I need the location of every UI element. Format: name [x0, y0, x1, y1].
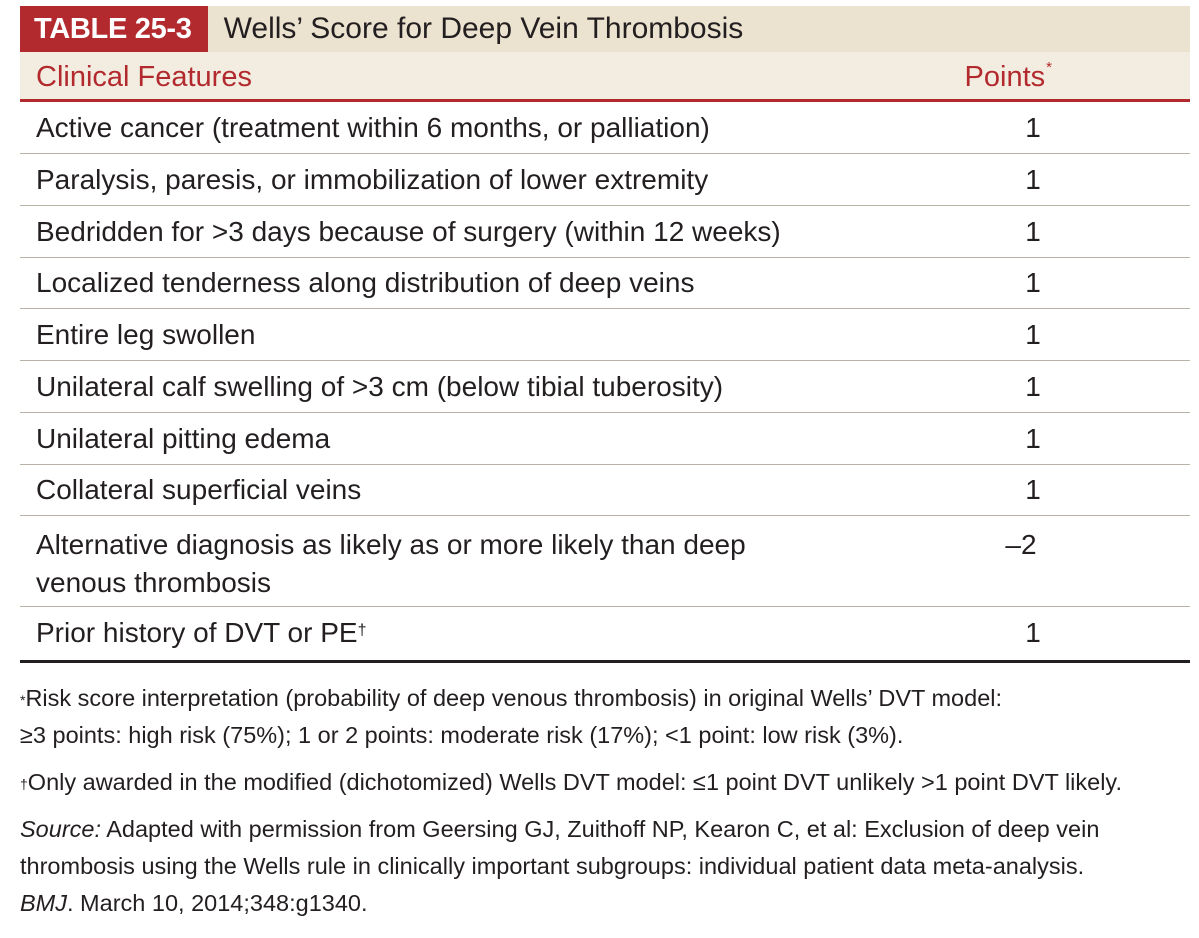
table-row [20, 309, 1190, 361]
footnote-line: Risk score interpretation (probability of deep venous thrombosis) in original Wells’ DVT model: [25, 685, 1003, 711]
source-line: thrombosis using the Wells rule in clinically important subgroups: individual patient data meta-analysis. [20, 853, 1085, 879]
row-feature [36, 526, 816, 602]
row-points: 1 [1025, 423, 1041, 454]
source-journal: BMJ [20, 890, 67, 916]
table-row [20, 413, 1190, 465]
source-citation [20, 811, 1185, 922]
footnote-line: Only awarded in the modified (dichotomized) Wells DVT model: ≤1 point DVT unlikely >1 point DVT likely. [27, 769, 1122, 795]
table-row [20, 361, 1190, 413]
row-points: 1 [1025, 371, 1041, 402]
table-row [20, 516, 1190, 607]
row-feature-line2: venous thrombosis [36, 567, 272, 598]
row-feature: Unilateral calf swelling of >3 cm (below tibial tuberosity) [36, 371, 724, 402]
row-points: 1 [1025, 617, 1041, 648]
row-feature-line1: Alternative diagnosis as likely as or more likely than deep [36, 529, 746, 560]
table-row [20, 607, 1190, 663]
row-feature: Paralysis, paresis, or immobilization of lower extremity [36, 164, 709, 195]
footnote-modified-model [20, 764, 1185, 801]
table-row [20, 258, 1190, 309]
wells-score-table [20, 6, 1190, 663]
footnote-line: ≥3 points: high risk (75%); 1 or 2 points: moderate risk (17%); <1 point: low risk (3%). [20, 722, 904, 748]
row-points: –2 [1005, 529, 1037, 560]
table-header-row [20, 52, 1190, 102]
row-points: 1 [1025, 267, 1041, 298]
footnote-mark-asterisk: * [20, 692, 26, 708]
table-title: Wells’ Score for Deep Vein Thrombosis [223, 12, 744, 45]
header-points-footnote-mark: * [1046, 59, 1052, 76]
table-title-bar [20, 6, 1190, 52]
row-feature: Active cancer (treatment within 6 months, or palliation) [36, 112, 710, 143]
row-feature: Bedridden for >3 days because of surgery (within 12 weeks) [36, 216, 781, 247]
row-feature: Unilateral pitting edema [36, 423, 331, 454]
source-line: Adapted with permission from Geersing GJ, Zuithoff NP, Kearon C, et al: Exclusion of deep vein [101, 816, 1100, 842]
table-number-label: TABLE 25-3 [20, 6, 208, 52]
header-clinical-features: Clinical Features [36, 61, 252, 93]
row-feature-text: Prior history of DVT or PE [36, 617, 358, 648]
footnote-mark-dagger: † [20, 776, 28, 792]
header-points [965, 61, 1052, 94]
table-row [20, 206, 1190, 258]
table-footnotes [20, 680, 1185, 922]
row-points: 1 [1025, 216, 1041, 247]
source-line: . March 10, 2014;348:g1340. [67, 890, 368, 916]
row-feature: Collateral superficial veins [36, 474, 362, 505]
row-feature: Localized tenderness along distribution of deep veins [36, 267, 695, 298]
table-row [20, 465, 1190, 516]
table-row [20, 154, 1190, 206]
footnote-risk-interpretation [20, 680, 1185, 754]
row-feature: Entire leg swollen [36, 319, 256, 350]
row-feature [36, 614, 816, 652]
row-points: 1 [1025, 474, 1041, 505]
row-feature-footnote-mark: † [357, 622, 367, 639]
row-points: 1 [1025, 164, 1041, 195]
row-points: 1 [1025, 112, 1041, 143]
row-points: 1 [1025, 319, 1041, 350]
header-points-label: Points [964, 61, 1046, 93]
source-label: Source: [20, 816, 101, 842]
table-row [20, 102, 1190, 154]
